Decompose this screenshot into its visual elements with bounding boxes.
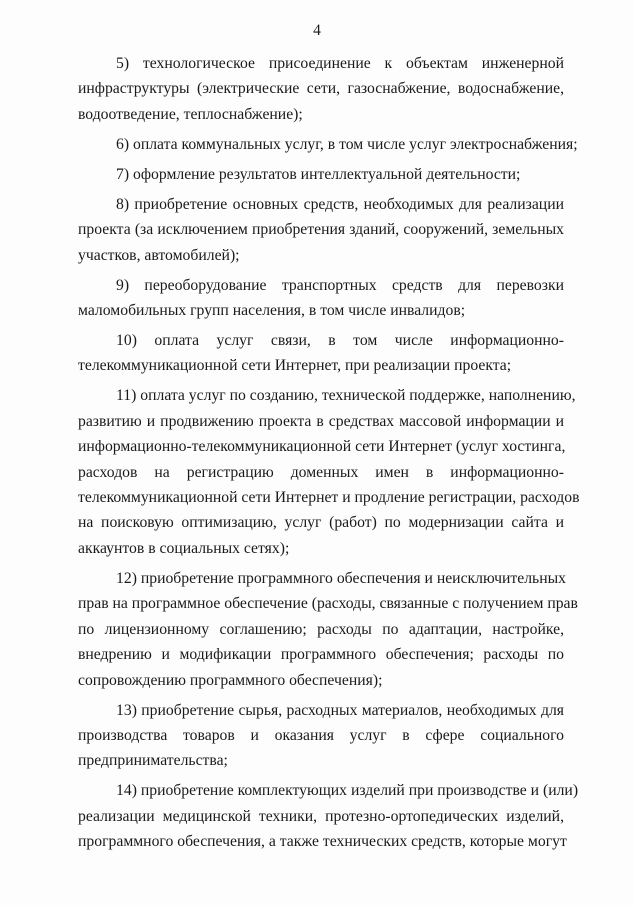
text-line: прав на программное обеспечение (расходы, связанные с получением прав	[78, 595, 578, 613]
text-line: программного обеспечения, а также технических средств, которые могут	[78, 833, 567, 851]
paragraph	[78, 566, 578, 693]
text-line: водоотведение, теплоснабжение);	[78, 105, 303, 123]
text-line: участков, автомобилей);	[78, 246, 240, 264]
text-line: сопровождению программного обеспечения);	[78, 671, 383, 689]
text-line: проекта (за исключением приобретения зданий, сооружений, земельных	[78, 221, 564, 239]
text-line: 10) оплата услуг связи, в том числе информационно-	[116, 332, 564, 350]
paragraph	[78, 162, 564, 187]
text-line: 13) приобретение сырья, расходных материалов, необходимых для	[116, 701, 564, 719]
paragraph	[78, 273, 564, 324]
text-line: 5) технологическое присоединение к объектам инженерной	[116, 55, 564, 72]
text-line: телекоммуникационной сети Интернет и продление регистрации, расходов	[78, 489, 580, 507]
text-line: расходов на регистрацию доменных имен в информационно-	[78, 463, 564, 481]
text-line: 8) приобретение основных средств, необходимых для реализации	[116, 195, 564, 213]
page-number: 4	[313, 22, 321, 39]
text-line: развитию и продвижению проекта в средствах массовой информации и	[78, 412, 564, 430]
paragraph	[78, 51, 564, 127]
document-body	[78, 51, 580, 859]
paragraph	[78, 698, 564, 774]
text-line: информационно-телекоммуникационной сети Интернет (услуг хостинга,	[78, 438, 566, 456]
paragraph	[78, 328, 564, 379]
text-line: 6) оплата коммунальных услуг, в том числе услуг электроснабжения;	[116, 135, 578, 153]
text-line: 14) приобретение комплектующих изделий при производстве и (или)	[116, 782, 579, 800]
text-line: телекоммуникационной сети Интернет, при реализации проекта;	[78, 357, 512, 375]
text-line: 7) оформление результатов интеллектуальной деятельности;	[116, 165, 521, 183]
text-line: 9) переоборудование транспортных средств для перевозки	[116, 276, 564, 294]
text-line: 12) приобретение программного обеспечения и неисключительных	[116, 569, 566, 587]
text-line: на поисковую оптимизацию, услуг (работ) по модернизации сайта и	[78, 514, 564, 532]
text-line: маломобильных групп населения, в том числе инвалидов;	[78, 302, 466, 320]
text-line: инфраструктуры (электрические сети, газоснабжение, водоснабжение,	[78, 80, 564, 98]
text-line: по лицензионному соглашению; расходы по адаптации, настройке,	[78, 620, 564, 638]
text-line: предпринимательства;	[78, 752, 228, 770]
text-line: внедрению и модификации программного обеспечения; расходы по	[78, 646, 564, 664]
text-line: реализации медицинской техники, протезно-ортопедических изделий,	[78, 807, 564, 825]
paragraph	[78, 192, 564, 268]
text-line: производства товаров и оказания услуг в сфере социального	[78, 726, 564, 744]
paragraph	[78, 383, 580, 561]
text-line: аккаунтов в социальных сетях);	[78, 539, 290, 557]
text-line: 11) оплата услуг по созданию, технической поддержке, наполнению,	[116, 387, 576, 405]
paragraph	[78, 778, 579, 854]
paragraph	[78, 132, 578, 157]
